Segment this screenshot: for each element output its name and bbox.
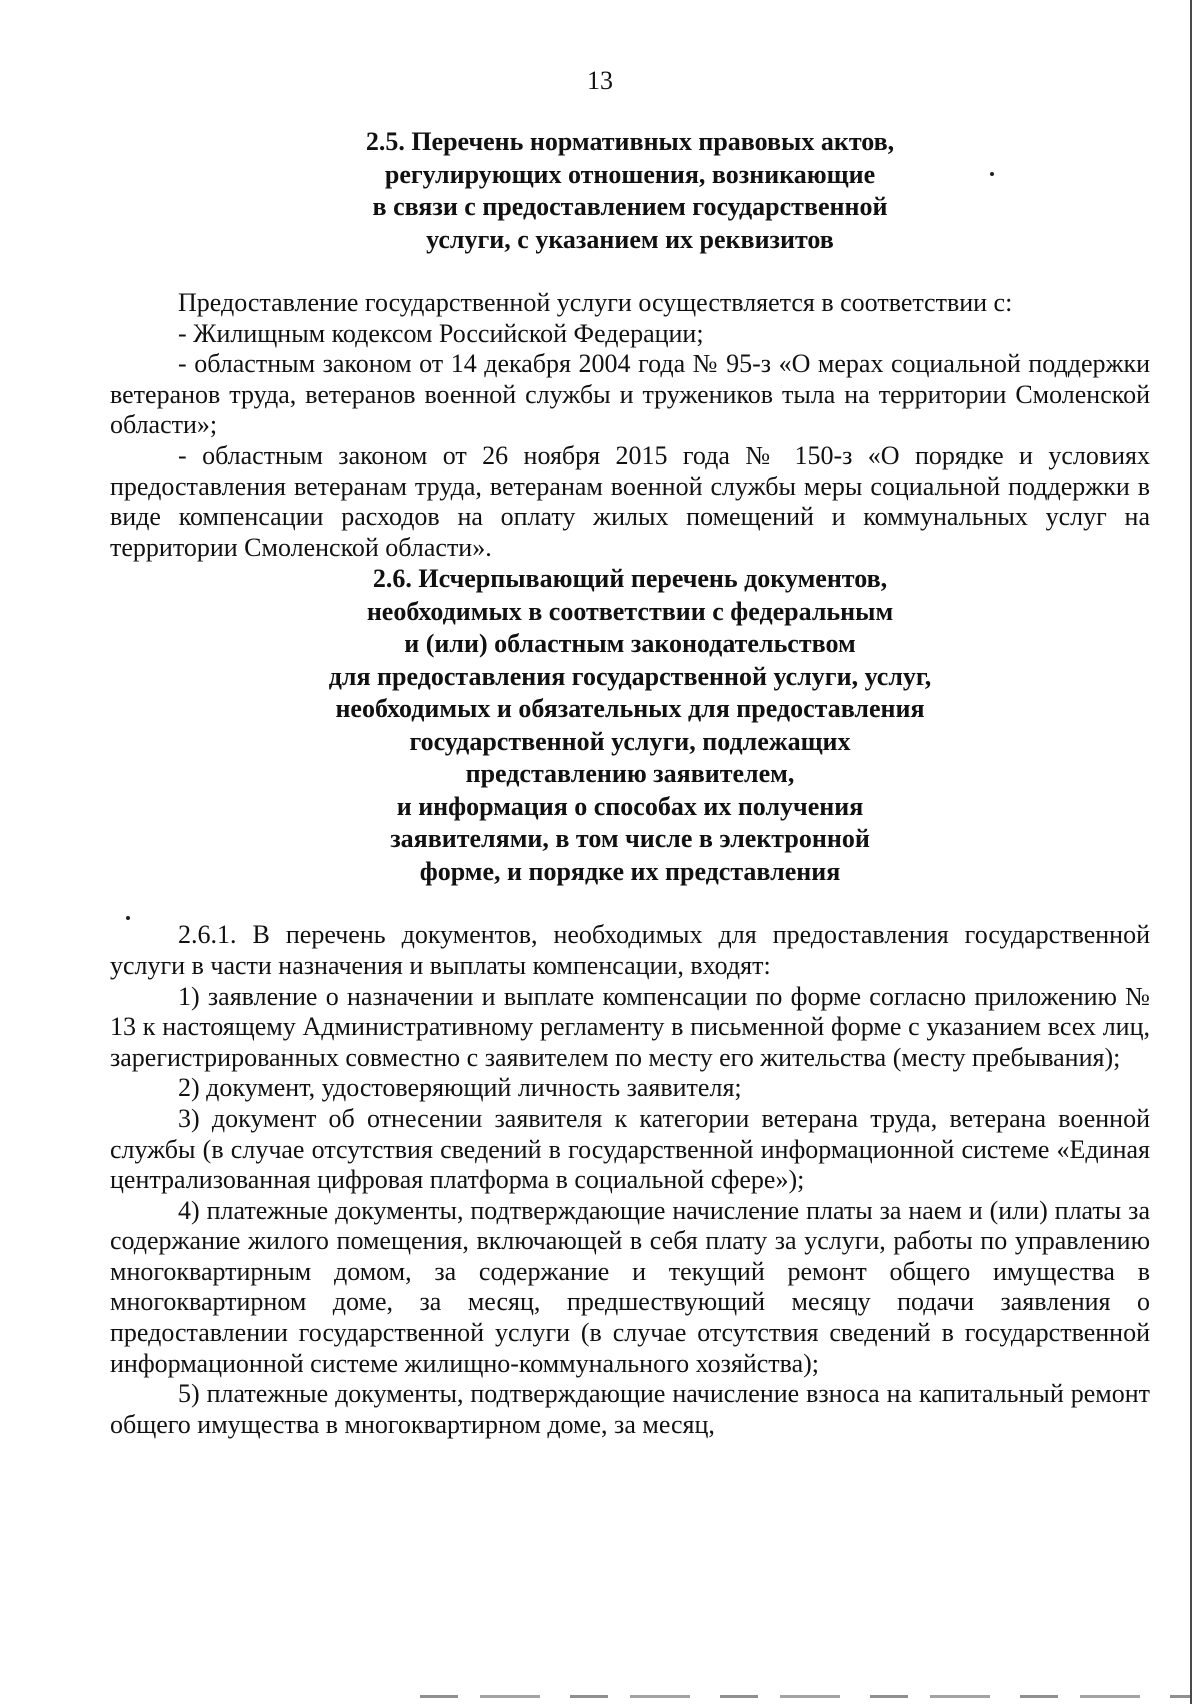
section-2-5-heading <box>110 126 1150 256</box>
list-item: - Жилищным кодексом Российской Федерации; <box>178 318 704 348</box>
heading-line: и информация о способах их получения <box>396 791 864 821</box>
list-item: 2) документ, удостоверяющий личность заявителя; <box>178 1073 742 1103</box>
list-item: 3) документ об отнесении заявителя к категории ветерана труда, ветерана военной службы (в случае отсутствия сведений в государственной информационной системе «Единая централизованная цифровая платформа в социальной сфере»); <box>110 1103 1150 1195</box>
paragraph: 2.6.1. В перечень документов, необходимых для предоставления государственной услуги в части назначения и выплаты компенсации, входят: <box>110 920 1150 980</box>
heading-line: представлению заявителем, <box>465 759 795 789</box>
heading-line: необходимых и обязательных для предоставления <box>335 694 925 724</box>
scan-bottom-edge <box>420 1695 1190 1698</box>
section-2-6-heading <box>110 563 1150 888</box>
heading-line: государственной услуги, подлежащих <box>409 726 851 756</box>
heading-line: форме, и порядке их представления <box>419 856 841 886</box>
heading-line: для предоставления государственной услуги, услуг, <box>328 661 932 691</box>
heading-line: 2.5. Перечень нормативных правовых актов, <box>365 127 895 156</box>
page-number: 13 <box>587 66 613 95</box>
list-item: 4) платежные документы, подтверждающие начисление платы за наем и (или) платы за содержание жилого помещения, включающей в себя плату за услуги, работы по управлению многоквартирным домом, за содержание и текущий ремонт общего имущества в многоквартирном доме, за месяц, предшествующий месяцу подачи заявления о предоставлении государственной услуги (в случае отсутствия сведений в государственной информационной системе жилищно-коммунального хозяйства); <box>110 1195 1150 1378</box>
list-item: - областным законом от 26 ноября 2015 года № 150-з «О порядке и условиях предоставления ветеранам труда, ветеранам военной службы меры социальной поддержки в виде компенсации расходов на оплату жилых помещений и коммунальных услуг на территории Смоленской области». <box>110 440 1150 562</box>
scan-page-edge <box>1190 0 1192 1704</box>
heading-line: в связи с предоставлением государственной <box>372 192 888 221</box>
paragraph: Предоставление государственной услуги осуществляется в соответствии с: <box>178 288 1013 317</box>
heading-line: 2.6. Исчерпывающий перечень документов, <box>372 564 888 594</box>
heading-line: регулирующих отношения, возникающие <box>384 159 876 189</box>
section-2-6-text <box>110 920 1150 1440</box>
heading-line: услуги, с указанием их реквизитов <box>426 224 834 254</box>
section-2-5-text <box>110 288 1150 563</box>
document-body <box>110 126 1150 1440</box>
list-item: 5) платежные документы, подтверждающие начисление взноса на капитальный ремонт общего имущества в многоквартирном доме, за месяц, <box>110 1379 1150 1439</box>
heading-line: необходимых в соответствии с федеральным <box>366 596 894 626</box>
heading-line: заявителями, в том числе в электронной <box>390 824 870 854</box>
list-item: 1) заявление о назначении и выплате компенсации по форме согласно приложению № 13 к настоящему Административному регламенту в письменной форме с указанием всех лиц, зарегистрированных совместно с заявителем по месту его жительства (месту пребывания); <box>110 981 1150 1072</box>
heading-line: и (или) областным законодательством <box>404 629 856 659</box>
list-item: - областным законом от 14 декабря 2004 года № 95-з «О мерах социальной поддержки ветеранов труда, ветеранов военной службы и тружеников тыла на территории Смоленской области»; <box>110 349 1150 440</box>
